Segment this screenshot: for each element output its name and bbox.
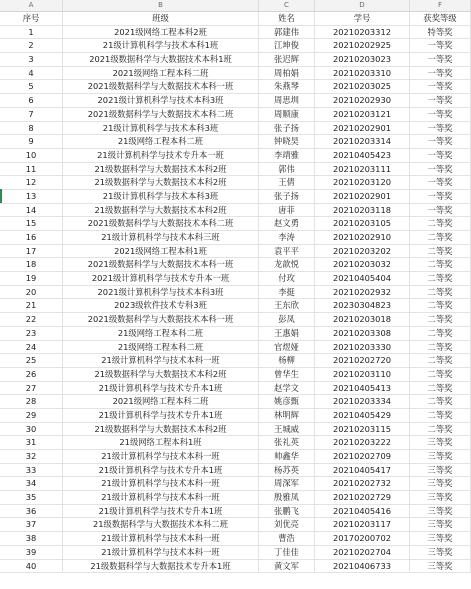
name-cell[interactable]: 钟晓昊	[259, 135, 315, 149]
table-row	[0, 135, 471, 149]
student-id-cell[interactable]: 20210202709	[315, 450, 410, 464]
name-cell[interactable]: 曹浩	[259, 532, 315, 546]
index-cell[interactable]: 29	[0, 409, 63, 423]
award-level-cell[interactable]: 二等奖	[410, 286, 471, 300]
name-cell[interactable]: 彭凤	[259, 313, 315, 327]
award-level-cell[interactable]: 一等奖	[410, 67, 471, 81]
name-cell[interactable]: 黄文军	[259, 560, 315, 574]
award-level-cell[interactable]: 一等奖	[410, 39, 471, 53]
award-level-cell[interactable]: 二等奖	[410, 313, 471, 327]
index-cell[interactable]: 38	[0, 532, 63, 546]
award-level-cell[interactable]: 二等奖	[410, 409, 471, 423]
row-selection-marker	[0, 189, 2, 203]
student-id-cell[interactable]: 20210203308	[315, 327, 410, 341]
table-row	[0, 341, 471, 355]
index-cell[interactable]: 7	[0, 108, 63, 122]
student-id-cell[interactable]: 20210202720	[315, 354, 410, 368]
index-cell[interactable]: 2	[0, 39, 63, 53]
award-level-cell[interactable]: 二等奖	[410, 258, 471, 272]
header-cell-student-id[interactable]: 学号	[315, 12, 410, 26]
table-row	[0, 231, 471, 245]
class-cell[interactable]: 21级计算机科学与技术本科3班	[63, 122, 259, 136]
name-cell[interactable]: 姚彦甄	[259, 395, 315, 409]
name-cell[interactable]: 王倩	[259, 176, 315, 190]
award-level-cell[interactable]: 三等奖	[410, 546, 471, 560]
class-cell[interactable]: 2021级网络工程本科1班	[63, 245, 259, 259]
student-id-cell[interactable]: 20210203310	[315, 67, 410, 81]
award-level-cell[interactable]: 三等奖	[410, 505, 471, 519]
name-cell[interactable]: 王惠娟	[259, 327, 315, 341]
table-row	[0, 436, 471, 450]
award-level-cell[interactable]: 二等奖	[410, 395, 471, 409]
student-id-cell[interactable]: 20210202901	[315, 122, 410, 136]
student-id-cell[interactable]: 20170200702	[315, 532, 410, 546]
award-level-cell[interactable]: 二等奖	[410, 382, 471, 396]
class-cell[interactable]: 2021级网络工程本科2班	[63, 26, 259, 40]
index-cell[interactable]: 25	[0, 354, 63, 368]
index-cell[interactable]: 36	[0, 505, 63, 519]
award-level-cell[interactable]: 一等奖	[410, 149, 471, 163]
name-cell[interactable]: 张鹏飞	[259, 505, 315, 519]
table-row	[0, 286, 471, 300]
award-level-cell[interactable]: 二等奖	[410, 231, 471, 245]
index-cell[interactable]: 6	[0, 94, 63, 108]
student-id-cell[interactable]: 20210203202	[315, 245, 410, 259]
name-cell[interactable]: 周深军	[259, 477, 315, 491]
index-cell[interactable]: 32	[0, 450, 63, 464]
header-row	[0, 12, 471, 26]
student-id-cell[interactable]: 20210203110	[315, 368, 410, 382]
table-row	[0, 491, 471, 505]
class-cell[interactable]: 21级数据科学与大数据技术本科2班	[63, 204, 259, 218]
class-cell[interactable]: 21级网络工程本科二班	[63, 327, 259, 341]
index-cell[interactable]: 11	[0, 163, 63, 177]
name-cell[interactable]: 周柏娟	[259, 67, 315, 81]
index-cell[interactable]: 31	[0, 436, 63, 450]
index-cell[interactable]: 14	[0, 204, 63, 218]
award-level-cell[interactable]: 二等奖	[410, 217, 471, 231]
award-level-cell[interactable]: 一等奖	[410, 80, 471, 94]
index-cell[interactable]: 13	[0, 190, 63, 204]
student-id-cell[interactable]: 20210202732	[315, 477, 410, 491]
name-cell[interactable]: 张礼英	[259, 436, 315, 450]
award-level-cell[interactable]: 三等奖	[410, 450, 471, 464]
name-cell[interactable]: 刘优亮	[259, 518, 315, 532]
index-cell[interactable]: 27	[0, 382, 63, 396]
name-cell[interactable]: 赵文勇	[259, 217, 315, 231]
index-cell[interactable]: 40	[0, 560, 63, 574]
student-id-cell[interactable]: 20210406733	[315, 560, 410, 574]
class-cell[interactable]: 21级网络工程本科二班	[63, 135, 259, 149]
name-cell[interactable]: 张迟辉	[259, 53, 315, 67]
class-cell[interactable]: 2021级计算机科学与技术专升本一班	[63, 272, 259, 286]
award-level-cell[interactable]: 一等奖	[410, 135, 471, 149]
class-cell[interactable]: 21级计算机科学与技术本科一班	[63, 546, 259, 560]
student-id-cell[interactable]: 20210405429	[315, 409, 410, 423]
name-cell[interactable]: 李挺	[259, 286, 315, 300]
name-cell[interactable]: 李靖雅	[259, 149, 315, 163]
class-cell[interactable]: 21级计算机科学与技术本科一班	[63, 477, 259, 491]
class-cell[interactable]: 2021级网络工程本科二班	[63, 67, 259, 81]
award-level-cell[interactable]: 二等奖	[410, 299, 471, 313]
class-cell[interactable]: 2021级数据科学与大数据技术本科二班	[63, 108, 259, 122]
class-cell[interactable]: 21级网络工程本科1班	[63, 436, 259, 450]
index-cell[interactable]: 35	[0, 491, 63, 505]
student-id-cell[interactable]: 20210202925	[315, 39, 410, 53]
index-cell[interactable]: 21	[0, 299, 63, 313]
index-cell[interactable]: 39	[0, 546, 63, 560]
student-id-cell[interactable]: 20210203023	[315, 53, 410, 67]
award-level-cell[interactable]: 特等奖	[410, 26, 471, 40]
student-id-cell[interactable]: 20210203314	[315, 135, 410, 149]
column-header-bar	[0, 0, 471, 12]
table-row	[0, 368, 471, 382]
table-row	[0, 108, 471, 122]
index-cell[interactable]: 20	[0, 286, 63, 300]
index-cell[interactable]: 22	[0, 313, 63, 327]
index-cell[interactable]: 17	[0, 245, 63, 259]
class-cell[interactable]: 21级计算机科学与技术本科一班	[63, 354, 259, 368]
award-level-cell[interactable]: 二等奖	[410, 272, 471, 286]
table-row	[0, 204, 471, 218]
table-row	[0, 395, 471, 409]
table-row	[0, 299, 471, 313]
index-cell[interactable]: 28	[0, 395, 63, 409]
award-level-cell[interactable]: 二等奖	[410, 245, 471, 259]
student-id-cell[interactable]: 20210202910	[315, 231, 410, 245]
table-row	[0, 272, 471, 286]
name-cell[interactable]: 杨柳	[259, 354, 315, 368]
name-cell[interactable]: 张子扬	[259, 122, 315, 136]
student-id-cell[interactable]: 20210405423	[315, 149, 410, 163]
student-id-cell[interactable]: 20210202932	[315, 286, 410, 300]
name-cell[interactable]: 江坤俊	[259, 39, 315, 53]
class-cell[interactable]: 21级数据科学与大数据技术本科2班	[63, 176, 259, 190]
table-row	[0, 245, 471, 259]
table-row	[0, 176, 471, 190]
name-cell[interactable]: 李涛	[259, 231, 315, 245]
index-cell[interactable]: 19	[0, 272, 63, 286]
index-cell[interactable]: 30	[0, 423, 63, 437]
award-level-cell[interactable]: 二等奖	[410, 327, 471, 341]
award-level-cell[interactable]: 三等奖	[410, 477, 471, 491]
class-cell[interactable]: 21级数据科学与大数据技术本科2班	[63, 368, 259, 382]
table-row	[0, 80, 471, 94]
header-cell-name[interactable]: 姓名	[259, 12, 315, 26]
column-header-d[interactable]: D	[315, 0, 410, 11]
student-id-cell[interactable]: 20210203115	[315, 423, 410, 437]
class-cell[interactable]: 2021级数据科学与大数据技术本科二班	[63, 217, 259, 231]
name-cell[interactable]: 郭建伟	[259, 26, 315, 40]
table-row	[0, 26, 471, 40]
table-row	[0, 518, 471, 532]
class-cell[interactable]: 21级计算机科学与技术专升本1班	[63, 505, 259, 519]
name-cell[interactable]: 帅鑫华	[259, 450, 315, 464]
cell-grid	[0, 12, 471, 573]
student-id-cell[interactable]: 20210203111	[315, 163, 410, 177]
name-cell[interactable]: 周思圳	[259, 94, 315, 108]
index-cell[interactable]: 9	[0, 135, 63, 149]
student-id-cell[interactable]: 20210203222	[315, 436, 410, 450]
name-cell[interactable]: 殷雅凤	[259, 491, 315, 505]
column-header-f[interactable]: F	[410, 0, 471, 11]
table-row	[0, 464, 471, 478]
table-row	[0, 505, 471, 519]
award-level-cell[interactable]: 一等奖	[410, 108, 471, 122]
table-row	[0, 53, 471, 67]
header-cell-class[interactable]: 班级	[63, 12, 259, 26]
index-cell[interactable]: 8	[0, 122, 63, 136]
name-cell[interactable]: 周顺康	[259, 108, 315, 122]
award-level-cell[interactable]: 一等奖	[410, 53, 471, 67]
name-cell[interactable]: 郭伟	[259, 163, 315, 177]
name-cell[interactable]: 王城威	[259, 423, 315, 437]
index-cell[interactable]: 1	[0, 26, 63, 40]
name-cell[interactable]: 官煜娅	[259, 341, 315, 355]
award-level-cell[interactable]: 二等奖	[410, 423, 471, 437]
student-id-cell[interactable]: 20210405413	[315, 382, 410, 396]
student-id-cell[interactable]: 20210203334	[315, 395, 410, 409]
index-cell[interactable]: 23	[0, 327, 63, 341]
name-cell[interactable]: 林明辉	[259, 409, 315, 423]
table-row	[0, 94, 471, 108]
award-level-cell[interactable]: 一等奖	[410, 122, 471, 136]
class-cell[interactable]: 21级计算机科学与技术专升本1班	[63, 464, 259, 478]
award-level-cell[interactable]: 二等奖	[410, 354, 471, 368]
award-level-cell[interactable]: 三等奖	[410, 491, 471, 505]
table-row	[0, 190, 471, 204]
index-cell[interactable]: 18	[0, 258, 63, 272]
class-cell[interactable]: 2021级计算机科学与技术本科3班	[63, 94, 259, 108]
student-id-cell[interactable]: 20210202729	[315, 491, 410, 505]
student-id-cell[interactable]: 20210203312	[315, 26, 410, 40]
student-id-cell[interactable]: 20210202930	[315, 94, 410, 108]
award-level-cell[interactable]: 三等奖	[410, 560, 471, 574]
name-cell[interactable]: 唐菲	[259, 204, 315, 218]
index-cell[interactable]: 10	[0, 149, 63, 163]
student-id-cell[interactable]: 20210203117	[315, 518, 410, 532]
class-cell[interactable]: 2021级计算机科学与技术本科3班	[63, 286, 259, 300]
name-cell[interactable]: 袁平平	[259, 245, 315, 259]
class-cell[interactable]: 21级数据科学与大数据技术本科2班	[63, 163, 259, 177]
name-cell[interactable]: 付玫	[259, 272, 315, 286]
award-level-cell[interactable]: 一等奖	[410, 163, 471, 177]
name-cell[interactable]: 朱燕琴	[259, 80, 315, 94]
index-cell[interactable]: 26	[0, 368, 63, 382]
student-id-cell[interactable]: 20230304823	[315, 299, 410, 313]
table-row	[0, 149, 471, 163]
class-cell[interactable]: 21级计算机科学与技术本科一班	[63, 450, 259, 464]
header-cell-award-level[interactable]: 获奖等级	[410, 12, 471, 26]
award-level-cell[interactable]: 二等奖	[410, 368, 471, 382]
student-id-cell[interactable]: 20210203330	[315, 341, 410, 355]
class-cell[interactable]: 2021级数据科学与大数据技术本科1班	[63, 53, 259, 67]
index-cell[interactable]: 3	[0, 53, 63, 67]
table-row	[0, 39, 471, 53]
class-cell[interactable]: 2021级数据科学与大数据技术本科一班	[63, 258, 259, 272]
class-cell[interactable]: 21级数据科学与大数据技术专升本1班	[63, 560, 259, 574]
table-row	[0, 327, 471, 341]
table-row	[0, 163, 471, 177]
student-id-cell[interactable]: 20210203032	[315, 258, 410, 272]
student-id-cell[interactable]: 20210405417	[315, 464, 410, 478]
class-cell[interactable]: 21级计算机科学与技术专升本1班	[63, 382, 259, 396]
index-cell[interactable]: 12	[0, 176, 63, 190]
table-row	[0, 354, 471, 368]
student-id-cell[interactable]: 20210203121	[315, 108, 410, 122]
table-row	[0, 477, 471, 491]
name-cell[interactable]: 王东欣	[259, 299, 315, 313]
table-row	[0, 313, 471, 327]
table-row	[0, 423, 471, 437]
class-cell[interactable]: 2023级软件技术专科3班	[63, 299, 259, 313]
student-id-cell[interactable]: 20210203105	[315, 217, 410, 231]
name-cell[interactable]: 杨苏英	[259, 464, 315, 478]
table-row	[0, 409, 471, 423]
award-level-cell[interactable]: 一等奖	[410, 190, 471, 204]
name-cell[interactable]: 龙歆悦	[259, 258, 315, 272]
table-row	[0, 546, 471, 560]
column-header-b[interactable]: B	[63, 0, 259, 11]
table-row	[0, 217, 471, 231]
award-level-cell[interactable]: 三等奖	[410, 532, 471, 546]
student-id-cell[interactable]: 20210203018	[315, 313, 410, 327]
class-cell[interactable]: 21级数据科学与大数据技术本科二班	[63, 518, 259, 532]
class-cell[interactable]: 21级计算机科学与技术专升本一班	[63, 149, 259, 163]
student-id-cell[interactable]: 20210203120	[315, 176, 410, 190]
name-cell[interactable]: 曾华生	[259, 368, 315, 382]
class-cell[interactable]: 21级计算机科学与技术本科一班	[63, 532, 259, 546]
class-cell[interactable]: 21级数据科学与大数据技术本科2班	[63, 423, 259, 437]
table-row	[0, 382, 471, 396]
table-row	[0, 122, 471, 136]
class-cell[interactable]: 21级计算机科学与技术本科3班	[63, 190, 259, 204]
class-cell[interactable]: 21级网络工程本科二班	[63, 341, 259, 355]
award-level-cell[interactable]: 一等奖	[410, 176, 471, 190]
class-cell[interactable]: 2021级数据科学与大数据技术本科一班	[63, 80, 259, 94]
column-header-c[interactable]: C	[259, 0, 315, 11]
student-id-cell[interactable]: 20210202901	[315, 190, 410, 204]
class-cell[interactable]: 21级计算机科学与技术专升本1班	[63, 409, 259, 423]
index-cell[interactable]: 15	[0, 217, 63, 231]
index-cell[interactable]: 37	[0, 518, 63, 532]
award-level-cell[interactable]: 二等奖	[410, 341, 471, 355]
table-row	[0, 258, 471, 272]
table-row	[0, 560, 471, 574]
class-cell[interactable]: 2021级网络工程本科二班	[63, 395, 259, 409]
class-cell[interactable]: 2021级数据科学与大数据技术本科一班	[63, 313, 259, 327]
student-id-cell[interactable]: 20210203025	[315, 80, 410, 94]
name-cell[interactable]: 丁佳佳	[259, 546, 315, 560]
index-cell[interactable]: 34	[0, 477, 63, 491]
student-id-cell[interactable]: 20210405416	[315, 505, 410, 519]
index-cell[interactable]: 16	[0, 231, 63, 245]
award-level-cell[interactable]: 一等奖	[410, 94, 471, 108]
column-header-a[interactable]: A	[0, 0, 63, 11]
name-cell[interactable]: 赵学文	[259, 382, 315, 396]
table-row	[0, 450, 471, 464]
index-cell[interactable]: 33	[0, 464, 63, 478]
index-cell[interactable]: 24	[0, 341, 63, 355]
index-cell[interactable]: 4	[0, 67, 63, 81]
name-cell[interactable]: 张子扬	[259, 190, 315, 204]
header-cell-index[interactable]: 序号	[0, 12, 63, 26]
award-level-cell[interactable]: 三等奖	[410, 518, 471, 532]
student-id-cell[interactable]: 20210202704	[315, 546, 410, 560]
award-level-cell[interactable]: 三等奖	[410, 464, 471, 478]
table-row	[0, 532, 471, 546]
table-row	[0, 67, 471, 81]
class-cell[interactable]: 21级计算机科学与技术本科三班	[63, 231, 259, 245]
index-cell[interactable]: 5	[0, 80, 63, 94]
award-level-cell[interactable]: 一等奖	[410, 204, 471, 218]
student-id-cell[interactable]: 20210405404	[315, 272, 410, 286]
class-cell[interactable]: 21级计算机科学与技术本科一班	[63, 491, 259, 505]
student-id-cell[interactable]: 20210203118	[315, 204, 410, 218]
class-cell[interactable]: 21级计算机科学与技术本科1班	[63, 39, 259, 53]
award-level-cell[interactable]: 三等奖	[410, 436, 471, 450]
